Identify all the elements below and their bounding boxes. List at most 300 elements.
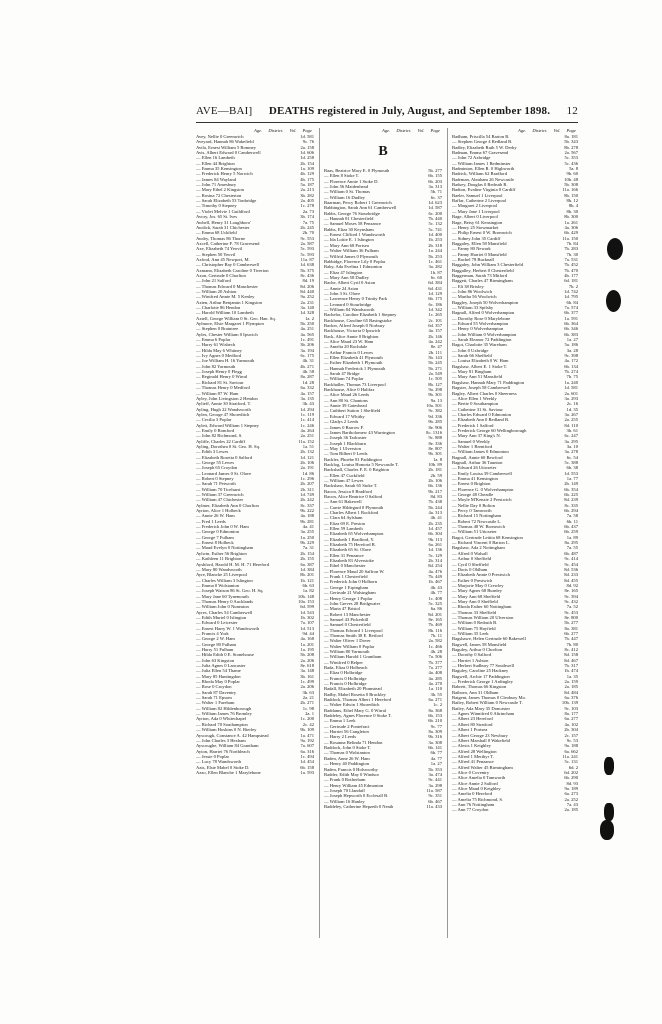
entry-volume-page: 8d. 201 [428, 611, 442, 617]
entry-volume-page: 2b. 146 [428, 333, 442, 339]
entry-name-age-district: — William 75 Hayfield [452, 625, 496, 631]
entry-name-age-district: — Emma 6 Poplar [196, 337, 231, 343]
entry-name-age-district: — Arthur 0 Sheffield [452, 556, 492, 562]
entry-volume-page: 9c. 398 [564, 353, 578, 359]
entry-volume-page: 1a. 195 [300, 647, 314, 652]
entry-volume-page: 6d. 431 [428, 285, 442, 291]
entry-name-age-district: Bagwell, James 58 Mansfield [452, 641, 507, 647]
entry-volume-page: 1a. 261 [564, 219, 578, 225]
entry-name-age-district: — Emma 0 Wolstanton [196, 582, 240, 588]
entry-name-age-district: Aylieff, Annie 30 Stratford, T. [196, 401, 252, 407]
entry-volume-page: 1c. 414 [300, 417, 314, 423]
entry-volume-page: 11a. 166 [562, 187, 578, 193]
entry-name-age-district: Baigent, James Thomas 0 Cleobury Mo. [452, 695, 527, 701]
entry-name-age-district: — Julia Agnes 0 Lancaster [196, 663, 246, 669]
entry-name-age-district: Awdick, Sarah 31 Chichester [196, 224, 250, 230]
heading-vol: Vol. [553, 128, 561, 133]
entry-volume-page: 2b. 235 [428, 520, 442, 526]
entry-name-age-district: — Mary 85 Huntingdon [196, 673, 241, 679]
entry-name-age-district: — Dorothy Rose 0 Marylebone [452, 315, 511, 321]
entry-volume-page: 3b. 61 [566, 427, 578, 433]
entry-volume-page: 1a. 201 [300, 641, 314, 647]
entry-name-age-district: — Sidney John 35 Cardiff [452, 235, 501, 241]
entry-volume-page: 7b. 440 [428, 216, 442, 222]
entry-volume-page: 6a. 277 [564, 716, 578, 722]
entry-volume-page: 10a. 501 [426, 403, 442, 409]
entry-name-age-district: Baddeley, Agnes Florence 0 Stoke T. [324, 713, 392, 719]
entry-volume-page: 9b. 113 [428, 536, 442, 542]
entry-name-age-district: — William 87 W. Ham [196, 390, 239, 396]
entry-volume-page: 8a. 295 [564, 540, 578, 546]
entry-volume-page: 1d. 581 [300, 134, 314, 139]
entry-volume-page: 1a. 27 [430, 761, 442, 767]
entry-volume-page: 6a. 332 [300, 385, 314, 391]
entry-volume-page: 1a. 110 [428, 686, 442, 692]
entry-name-age-district: Bagot, Gertrude Letitia 68 Kensington [452, 534, 523, 540]
entry-volume-page: 8a. 368 [428, 707, 442, 713]
entry-volume-page: 7a. 607 [300, 743, 314, 749]
entry-volume-page: 6a. 387 [300, 561, 314, 567]
entry-volume-page: 8e. 165 [564, 588, 578, 594]
entry-volume-page: 3a. 10 [566, 443, 578, 449]
entry-name-age-district: — Henry 40 Paddington [324, 761, 370, 767]
register-column-2 [324, 128, 442, 938]
entry-volume-page: 3a. 28 [566, 347, 578, 353]
entry-volume-page: 8d. 83 [430, 493, 442, 499]
entry-name-age-district: Awdry, Thomas 86 Thorne [196, 235, 246, 241]
entry-name-age-district: Axmann, Elizabeth Caroline 0 Tiverton [196, 267, 269, 273]
entry-volume-page: 6b. 259 [564, 529, 578, 535]
entry-volume-page: 1d. 328 [300, 310, 314, 316]
entry-name-age-district: — Fanny 80 Newark [452, 246, 491, 252]
entry-volume-page: 6a. 86 [430, 606, 442, 612]
entry-name-age-district: — William James 0 Edmonton [452, 449, 509, 455]
entry-volume-page: 2a. 252 [564, 796, 578, 802]
entry-volume-page: 7a. 506 [428, 654, 442, 660]
entry-volume-page: 1a. 2 [305, 315, 314, 321]
entry-name-age-district: Ayscoughe, William 84 Grantham [196, 743, 259, 749]
entry-volume-page: 1a. 82 [302, 588, 314, 594]
entry-name-age-district: Badton, Evaline Virginia 0 Cardiff [452, 187, 516, 193]
entry-name-age-district: — Amelia 20 Rochdale [324, 344, 368, 350]
entry-volume-page: 1c. 466 [428, 643, 442, 649]
entry-name-age-district: Ayre, Blanche 25 Liverpool [196, 572, 248, 578]
entry-name-age-district: Backhouse, Alice 0 Halifax [324, 387, 375, 393]
entry-name-age-district: — Mary 80 Wandsworth [196, 566, 242, 572]
entry-name-age-district: — Alice 0 Coventry [452, 769, 490, 775]
entry-volume-page: 7b. 470 [564, 267, 578, 273]
entry-volume-page: 4a. 157 [428, 328, 442, 334]
entry-volume-page: 7b. 2 [568, 283, 578, 289]
entry-name-age-district: — Hilda Edith 0 E. Stonehouse [196, 652, 254, 658]
entry-name-age-district: Bada, Eliza 0 Holbeach [324, 664, 368, 670]
entry-name-age-district: — Edith 3 Lewes [196, 449, 229, 455]
entry-volume-page: 8e. 165 [428, 616, 442, 622]
entry-volume-page: 11a. 87 [300, 256, 314, 262]
entry-volume-page: 5b. 253 [428, 253, 442, 259]
entry-volume-page: 3b. 282 [300, 192, 314, 198]
entry-volume-page: 6b. 203 [428, 178, 442, 184]
entry-volume-page: 5b. 271 [428, 365, 442, 371]
entry-volume-page: 6b. 136 [428, 483, 442, 489]
entry-volume-page: 6a. 261 [428, 542, 442, 548]
heading-district: District. [532, 128, 548, 133]
entry-name-age-district: — Gertrude 2 Pontefract [324, 723, 370, 729]
heading-district: District. [268, 128, 284, 133]
entry-name-age-district: — Amelia 75 Richmond, S. [452, 796, 504, 802]
entry-name-age-district: — Alfred 28 Wellington [452, 748, 497, 754]
entry-volume-page: 3a. 255 [300, 529, 314, 535]
heading-page: Page [430, 128, 440, 133]
entry-volume-page: 3a. 278 [564, 449, 578, 455]
entry-volume-page: 9c. 454 [564, 561, 578, 567]
heading-vol: Vol. [289, 128, 297, 133]
entry-volume-page: 4a. 242 [428, 339, 442, 344]
entry-volume-page: 2a. 185 [564, 684, 578, 690]
entry-name-age-district: — Elizabeth Annie 0 Prestwich [452, 572, 510, 578]
entry-volume-page: 7a. 574 [564, 305, 578, 310]
entry-name-age-district: — Rachel 78 Bucknall [452, 256, 494, 262]
entry-volume-page: 3a. 308 [428, 739, 442, 745]
entry-volume-page: 4a. 264 [300, 427, 314, 433]
entry-volume-page: 8d. 467 [564, 657, 578, 663]
entry-volume-page: 1d. 35 [566, 406, 578, 412]
entry-name-age-district: — Julia Ellen 54 Thame [196, 668, 241, 674]
entry-volume-page: 5c. 593 [300, 251, 314, 257]
entry-volume-page: 5a. 187 [300, 182, 314, 188]
entry-name-age-district: — John 72 Axbridge [452, 155, 491, 161]
entry-name-age-district: Bagley, Albert Charles 0 Sheerness [452, 390, 517, 396]
entry-volume-page: 3a. 298 [428, 782, 442, 788]
entry-volume-page: 11a. 241 [562, 753, 578, 759]
heading-age: Age. [518, 128, 527, 133]
entry-volume-page: 11a. 433 [426, 803, 442, 809]
entry-name-age-district: — Stephen 0 Braintree [196, 326, 239, 332]
entry-name-age-district: — Walter Edwin 1 Shoreditch [324, 702, 380, 708]
entry-volume-page: 6c. 200 [428, 210, 442, 216]
entry-volume-page: 3a. 194 [300, 347, 314, 353]
entry-volume-page: 2b. 154 [300, 550, 314, 556]
entry-volume-page: 4a. 408 [428, 670, 442, 676]
entry-name-age-district: — Dorothy 0 Salford [452, 652, 492, 658]
entry-volume-page: 2b. 154 [300, 160, 314, 166]
entry-name-age-district: Azzo, Ellen Blanche 1 Marylebone [196, 769, 261, 775]
entry-volume-page: 8e. 800 [564, 614, 578, 620]
entry-volume-page: 8c. 1316 [426, 429, 442, 435]
entry-volume-page: 8d. 19 [302, 278, 314, 284]
entry-name-age-district: — Alice Maud 0 Keighley [452, 785, 501, 791]
entry-volume-page: 7b. 438 [428, 499, 442, 505]
entry-name-age-district: Avory, Jos. 65 St. Ives [196, 214, 238, 220]
entry-name-age-district: — Alice Annie 2 Salford [452, 780, 498, 786]
entry-volume-page: 1b. 302 [300, 614, 314, 620]
entry-name-age-district: — Carrie Hildegard 0 Plymouth [324, 504, 384, 510]
entry-volume-page: 1d. 129 [428, 290, 442, 296]
entry-name-age-district: — Robert 72 Newcastle L. [452, 518, 502, 524]
entry-volume-page: 5c. 129 [428, 552, 442, 558]
entry-volume-page: 6b. 290 [564, 775, 578, 781]
entry-name-age-district: — May 1 Ulverston [324, 445, 361, 451]
entry-name-age-district: Axford, Ann 45 Newport, M. [196, 256, 250, 262]
entry-name-age-district: Baggaley, Ellen 58 Mansfield [452, 240, 507, 246]
entry-name-age-district: Bacon, Jessica 0 Bradford [324, 488, 372, 494]
entry-name-age-district: — Esther 0 Prestwich [452, 577, 493, 583]
entry-volume-page: 2a. 206 [300, 684, 314, 690]
entry-volume-page: 6a. 273 [564, 791, 578, 797]
entry-name-age-district: — Elizabeth Ann 0 Redland B. [452, 417, 510, 423]
entry-volume-page: 8b. 150 [564, 192, 578, 198]
entry-name-age-district: — Cuthbert Sutton 1 Sheffield [324, 408, 381, 414]
entry-name-age-district: — Marjorie May 0 Crewley [452, 582, 504, 588]
entry-name-age-district: — Alexis 1 Keighley [452, 743, 491, 749]
entry-name-age-district: — William 80 Yarmouth [324, 648, 370, 654]
entry-name-age-district: — Emma 68 Uckfield [196, 230, 237, 236]
entry-volume-page: 6b. 304 [428, 531, 442, 537]
entry-volume-page: 6c. 175 [300, 353, 314, 359]
entry-volume-page: 5c. 593 [300, 246, 314, 252]
entry-name-age-district: Baguley, Arthur 0 Chorlton [452, 647, 503, 652]
entry-name-age-district: — Florence Maud 20 Saffron W. [324, 568, 385, 574]
entry-name-age-district: — Ann 77 Croydon [452, 807, 489, 813]
entry-volume-page: 4a. 565 [300, 331, 314, 337]
entry-name-age-district: — James 0 Barrow F. [324, 424, 364, 430]
entry-name-age-district: — William 0 Redruth B. [452, 620, 498, 626]
entry-name-age-district: — Jessie 0 Poplar [196, 753, 230, 759]
entry-name-age-district: — William James 76 Bromley [196, 711, 252, 717]
entry-volume-page: 1d. 342 [428, 306, 442, 312]
entry-name-age-district: — Emily 0 Romford [196, 427, 235, 433]
entry-name-age-district: — Ernest Clifford 1 Wandsworth [324, 232, 385, 238]
entry-volume-page: 8b. 201 [300, 572, 314, 578]
entry-name-age-district: — Mary Jane 60 Tynemouth [196, 593, 249, 599]
entry-volume-page: 2a. 405 [300, 198, 314, 204]
entry-name-age-district: Bachelor, Caroline Elizabeth 1 Stepney [324, 312, 397, 318]
entry-name-age-district: — William 82 Hildenborough [196, 705, 252, 711]
entry-volume-page: 1d. 581 [564, 385, 578, 391]
entry-volume-page: 10b. 148 [297, 593, 314, 599]
entry-volume-page: 1d. 294 [300, 406, 314, 412]
entry-name-age-district: Aylmore, Elsie Margaret 1 Plympton [196, 321, 264, 327]
entry-volume-page: 1a. 77 [566, 476, 578, 481]
entry-name-age-district: Baggaley, John William 3 Chesterfield [452, 262, 524, 268]
entry-volume-page: 5b. 343 [564, 139, 578, 145]
entry-volume-page: 7b. 84 [566, 240, 578, 246]
entry-name-age-district: Baffar, Catherine 2 Liverpool [452, 198, 507, 204]
entry-volume-page: 2b. 111 [428, 349, 442, 355]
entry-volume-page: 9b. 301 [428, 392, 442, 398]
entry-name-age-district: — Ellen 47 Cuckfield [324, 472, 365, 478]
entry-volume-page: 8d. 440 [300, 288, 314, 294]
entry-volume-page: 8a. 309 [428, 729, 442, 735]
entry-volume-page: 7b. 11 [430, 632, 442, 638]
entry-volume-page: 8d. 536 [564, 566, 578, 572]
entry-volume-page: 5c. 388 [564, 459, 578, 465]
entry-volume-page: 9b. 281 [300, 518, 314, 524]
entry-volume-page: 5c. 353 [564, 155, 578, 161]
entry-volume-page: 1b. 474 [564, 668, 578, 674]
entry-volume-page: 1a. 89 [566, 534, 578, 540]
entry-volume-page: 9a. 189 [564, 785, 578, 791]
entry-volume-page: 9b. 222 [300, 508, 314, 514]
ink-blot-mark [600, 820, 614, 840]
entry-name-age-district: — William Harold 1 Grantham [324, 654, 382, 660]
entry-volume-page: 8b. 300 [564, 214, 578, 220]
entry-name-age-district: Baeler, Samuel 1 Liverpool [452, 192, 503, 198]
entry-volume-page: 8d. 254 [428, 563, 442, 569]
entry-name-age-district: — Rosina 72 Chesterton [196, 192, 242, 198]
entry-volume-page: 1d. 454 [300, 759, 314, 765]
entry-name-age-district: Babbington, Sarah Ann 61 Camberwell [324, 205, 397, 211]
entry-volume-page: 9d. 44 [302, 630, 314, 636]
entry-name-age-district: Baddock, John 0 Stoke T. [324, 745, 372, 751]
entry-name-age-district: Badman, Emma 67 Gravesend [452, 150, 509, 156]
entry-name-age-district: — Annie 39 Gateshead [324, 403, 367, 409]
entry-volume-page: 1d. 400 [428, 232, 442, 238]
entry-volume-page: 2b. 106 [300, 459, 314, 465]
entry-volume-page: 8d. 158 [564, 652, 578, 658]
entry-volume-page: 2a. 587 [300, 240, 314, 246]
entry-volume-page: 4b. 175 [300, 176, 314, 182]
entry-name-age-district: — Sarah 71 Petworth [196, 481, 236, 487]
entry-volume-page: 4b. 129 [300, 171, 314, 177]
entry-volume-page: 9c. 53 [566, 737, 578, 743]
entry-volume-page: 2b. 271 [300, 700, 314, 706]
entry-volume-page: 6b. 84 [566, 299, 578, 305]
entry-name-age-district: — Elizabeth 75 Hereford R. [324, 542, 376, 548]
entry-volume-page: 2b. 106 [428, 477, 442, 483]
entry-name-age-district: — Francis 0 Holbridge [324, 681, 367, 686]
entry-name-age-district: Baggalley, Herbert 0 Chesterfield [452, 267, 514, 273]
entry-name-age-district: — Ellen 16 Lambeth [196, 155, 235, 161]
entry-name-age-district: — William 16 Dudley [324, 194, 365, 200]
entry-volume-page: 9b. 229 [300, 540, 314, 546]
entry-volume-page: 9c. 553 [300, 235, 314, 241]
entry-volume-page: 1a. 27 [566, 337, 578, 343]
entry-name-age-district: — Emily Louisa 39 Camberwell [452, 470, 512, 476]
entry-volume-page: 11a. 150 [562, 235, 578, 241]
entry-volume-page: 5b. 143 [428, 355, 442, 361]
entry-name-age-district: — Eliza 0 Holbridge [324, 670, 363, 676]
column-divider [319, 128, 320, 938]
entry-volume-page: 6b. 467 [428, 798, 442, 804]
entry-name-age-district: — Richard 81 St. Saviour [196, 379, 244, 385]
entry-volume-page: 1c. 98 [302, 705, 314, 711]
entry-volume-page: 2a. 1 [305, 711, 314, 717]
entry-name-age-district: — Hannah Frederick 1 Plymouth [324, 365, 386, 371]
entry-name-age-district: Bagnall, Alfred 0 Wolverhampton [452, 310, 515, 316]
entry-volume-page: 1d. 513 [300, 625, 314, 631]
entry-name-age-district: Badby, Mabel Rosetta 0 Brackley [324, 691, 386, 697]
entry-name-age-district: — Henry George 1 Poplar [324, 595, 373, 601]
entry-volume-page: 4a. 168 [300, 636, 314, 642]
entry-volume-page: 5a. 8 [569, 166, 578, 172]
entry-volume-page: 5b. 245 [428, 360, 442, 366]
entry-name-age-district: — Joseph 70 Llandaff [324, 787, 365, 793]
entry-volume-page: 1a. 109 [300, 166, 314, 172]
entry-name-age-district: Baddams, Ethel Mary G. 0 Wirral [324, 707, 387, 713]
entry-name-age-district: — Alice Maud 26 Leeds [324, 392, 370, 398]
entry-name-age-district: — William 16 Hanley [324, 798, 365, 804]
entry-volume-page: 9c. 76 [302, 139, 314, 145]
entry-name-age-district: — Ethel 0 Manchester [324, 563, 366, 569]
entry-name-age-district: Ayling, Dorothea 0 St. Geo. H. Sq. [196, 443, 261, 449]
entry-volume-page: 4b. 43 [430, 584, 442, 590]
entry-name-age-district: — Emma 35 Kensington [196, 166, 242, 172]
entry-volume-page: 2b. 70 [302, 230, 314, 236]
entry-name-age-district: — William 37 Greenwich [196, 492, 244, 498]
entry-name-age-district: — John 21 Salford [196, 278, 231, 284]
entry-volume-page: 1a. 471 [300, 732, 314, 738]
entry-volume-page: 1d. 457 [428, 526, 442, 532]
entry-name-age-district: Avey, Nellie 0 Greenwich [196, 134, 244, 139]
entry-volume-page: 4a. 41 [302, 524, 314, 530]
entry-volume-page: 6c. 186 [428, 301, 442, 307]
entry-name-age-district: Bage, Betsy 61 Kensington [452, 219, 503, 225]
entry-volume-page: 8d. 206 [300, 283, 314, 289]
entry-name-age-district: — John 56 Maidenhead [324, 184, 369, 190]
ink-blot-mark [604, 803, 614, 821]
entry-volume-page: 6b. 38 [566, 465, 578, 471]
entry-name-age-district: Bage, Albert 0 Liverpool [452, 214, 498, 220]
entry-name-age-district: — Mary Ann 51 Mansfield [452, 374, 503, 380]
entry-volume-page: 2c. 42 [302, 721, 314, 727]
entry-volume-page: 5c. 325 [428, 600, 442, 606]
entry-name-age-district: — Thomas Henry 0 Aucklands [196, 598, 254, 604]
entry-volume-page: 4a. 102 [564, 721, 578, 727]
entry-volume-page: 2c. 101 [428, 317, 442, 323]
entry-name-age-district: Baggley, Joseph 50 Wolverhampton [452, 299, 519, 305]
entry-name-age-district: — Walter William 36 Fulham [324, 248, 379, 254]
entry-name-age-district: — Mary Jane 1 Liverpool [452, 208, 500, 214]
entry-name-age-district: — Margaret 2 Liverpool [452, 203, 498, 209]
entry-volume-page: 2a. 231 [300, 299, 314, 305]
entry-volume-page: 6b. 175 [428, 296, 442, 302]
entry-name-age-district: — Percy 0 Tamworth [452, 508, 492, 514]
entry-volume-page: 1d. 258 [300, 155, 314, 161]
entry-volume-page: 3b. 55 [430, 691, 442, 697]
entry-volume-page: 1c. 246 [300, 422, 314, 428]
entry-name-age-district: — Henry 25 Stowmarket [452, 224, 499, 230]
entry-name-age-district: — Joseph 1 Blackburn [324, 440, 366, 446]
entry-volume-page: 6b. 429 [564, 230, 578, 236]
entry-name-age-district: — Ernest 8 Holbeck [196, 540, 234, 546]
entry-volume-page: 2b. 314 [428, 558, 442, 564]
entry-name-age-district: Babbs, Eliza 30 Keynsham [324, 226, 374, 232]
entry-name-age-district: Axon, Gertrude 0 Chorlton [196, 272, 246, 278]
entry-volume-page: 1d. 638 [300, 262, 314, 268]
register-column-3 [452, 128, 578, 938]
entry-name-age-district: — Annie 24 Aston [324, 285, 359, 291]
entry-name-age-district: Ayles, Chester William 0 Ipswich [196, 331, 258, 337]
entry-name-age-district: — William James 1 Bedminster [452, 160, 511, 166]
entry-volume-page: 6b. 153 [428, 713, 442, 719]
entry-name-age-district: Badsey, Douglas 0 Redruth R. [452, 182, 508, 188]
entry-volume-page: 5c. 132 [428, 221, 442, 227]
page-number: 12 [566, 105, 578, 117]
entry-volume-page: 1d. 136 [428, 547, 442, 553]
entry-volume-page: 4b. 271 [300, 363, 314, 369]
entry-name-age-district: Badall, Elizabeth 20 Plumstead [324, 686, 382, 692]
entry-name-age-district: — Rhoda Esther 60 Nottingham [452, 604, 512, 610]
entry-name-age-district: — Alfred 41 Penzance [452, 759, 494, 765]
entry-name-age-district: — Harriet 56 Congleton [324, 729, 369, 735]
header-rule [196, 122, 578, 123]
entry-name-age-district: — Thomas 33 Sheffield [452, 609, 497, 615]
entry-volume-page: 2a. 158 [300, 144, 314, 150]
entry-volume-page: 5b. 244 [428, 504, 442, 510]
entry-name-age-district: Badrick, William 62 Bradford [452, 171, 508, 177]
entry-name-age-district: — Alfred 0 Walsall [452, 550, 488, 556]
